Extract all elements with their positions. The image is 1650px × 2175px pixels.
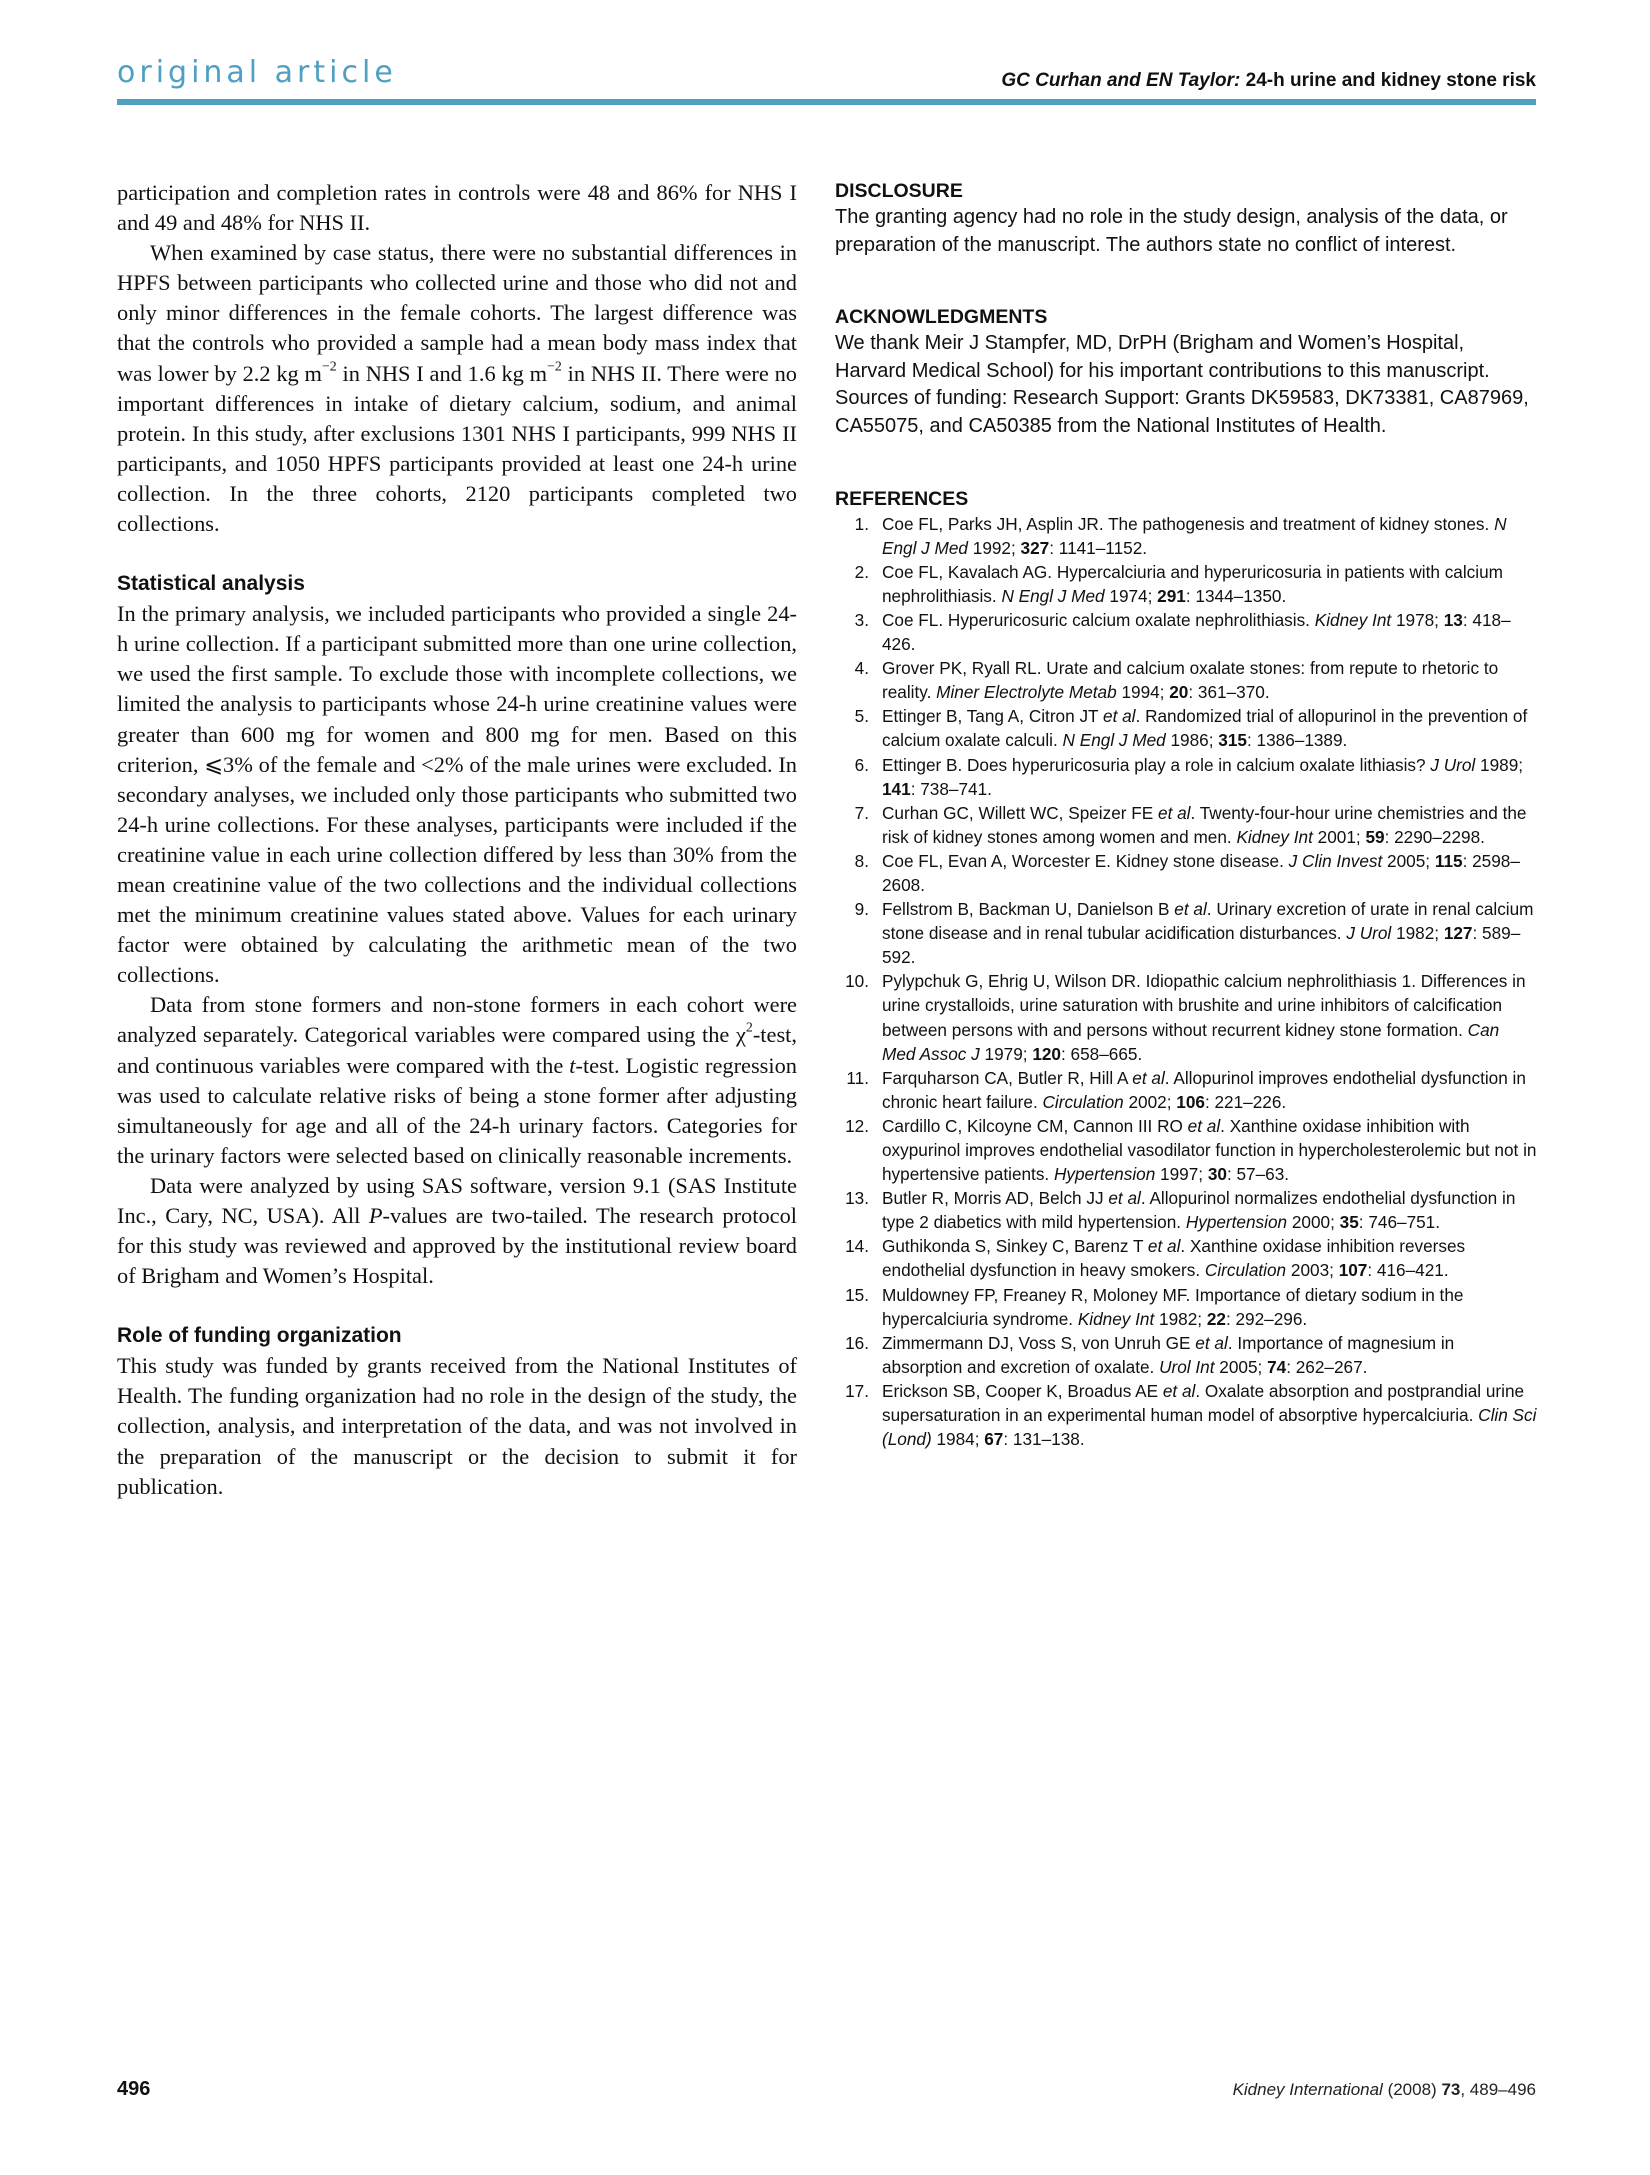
footer-journal-name: Kidney International — [1232, 2080, 1383, 2099]
reference-text: Cardillo C, Kilcoyne CM, Cannon III RO — [882, 1115, 1188, 1136]
text: in NHS II. There were no important differences in intake of dietary calcium, sodium, and animal protein. In this study, after exclusions 1301 NHS I participants, 999 NHS II participants, and 1050 HPFS participants provided at least one 24-h urine collection. In the three cohorts, 2120 participants completed two collections. — [117, 360, 797, 537]
heading-acknowledgments: ACKNOWLEDGMENTS — [835, 306, 1048, 329]
reference-number: 8. — [854, 850, 869, 871]
reference-etal: et al — [1195, 1332, 1228, 1353]
reference-journal: J Urol — [1346, 923, 1392, 944]
reference-number: 6. — [854, 754, 869, 775]
reference-volume: 120 — [1032, 1043, 1061, 1064]
reference-text: Farquharson CA, Butler R, Hill A — [882, 1067, 1133, 1088]
reference-text: Muldowney FP, Freaney R, Moloney MF. Importance of dietary sodium in the hypercalciuria syndrome. — [882, 1284, 1464, 1329]
reference-item — [835, 1379, 1537, 1451]
running-separator: : — [1234, 70, 1246, 91]
reference-text: Fellstrom B, Backman U, Danielson B — [882, 899, 1175, 920]
reference-volume: 291 — [1157, 585, 1186, 606]
reference-text: Erickson SB, Cooper K, Broadus AE — [882, 1380, 1163, 1401]
reference-number: 5. — [854, 706, 869, 727]
reference-journal: N Engl J Med — [1001, 585, 1105, 606]
reference-title: . Importance of magnesium in absorption and excretion of oxalate. — [882, 1332, 1455, 1377]
references-section — [835, 486, 1537, 1452]
reference-year: 1974; — [1104, 585, 1158, 606]
reference-text: Zimmermann DJ, Voss S, von Unruh GE — [882, 1332, 1196, 1353]
reference-number: 13. — [845, 1188, 869, 1209]
reference-pages: : 2598–2608. — [882, 850, 1520, 895]
superscript: −2 — [321, 359, 337, 375]
reference-journal: Hypertension — [1185, 1212, 1288, 1233]
reference-item — [835, 1234, 1537, 1282]
reference-item — [835, 1283, 1537, 1331]
reference-text: Butler R, Morris AD, Belch JJ — [882, 1188, 1109, 1209]
reference-etal: et al — [1147, 1236, 1181, 1257]
reference-text: Ettinger B, Tang A, Citron JT — [882, 706, 1104, 727]
heading-disclosure: DISCLOSURE — [835, 180, 963, 202]
reference-title: . Twenty-four-hour urine chemistries and the risk of kidney stones among women and men. — [882, 802, 1527, 847]
text: When examined by case status, there were no substantial differences in HPFS between participants who collected urine and those who did not and only minor differences in the female cohorts. The largest difference was that the controls who provided a sample had a mean body mass index that was lower by 2.2 kg m — [117, 240, 797, 386]
left-column — [117, 178, 797, 1502]
reference-item — [835, 897, 1537, 969]
reference-pages: : 262–267. — [1286, 1356, 1368, 1377]
reference-journal: N Engl J Med — [882, 513, 1507, 558]
reference-journal: Miner Electrolyte Metab — [936, 682, 1117, 703]
text: -values are two-tailed. The research protocol for this study was reviewed and approved by the institutional review board of Brigham and Women’s Hospital. — [117, 1203, 797, 1289]
paragraph-data-analysis — [117, 990, 797, 1171]
reference-pages: : 1141–1152. — [1049, 537, 1148, 558]
reference-number: 3. — [854, 609, 869, 630]
reference-etal: et al — [1162, 1380, 1196, 1401]
heading-statistical-analysis: Statistical analysis — [117, 572, 305, 596]
reference-year: 1982; — [1391, 923, 1444, 944]
reference-item — [835, 1066, 1537, 1114]
reference-pages: : 221–226. — [1204, 1091, 1287, 1112]
reference-text: Coe FL, Kavalach AG. Hypercalciuria and hyperuricosuria in patients with calcium nephrolithiasis. — [882, 561, 1503, 606]
reference-number: 2. — [854, 561, 869, 582]
running-title: 24-h urine and kidney stone risk — [1245, 70, 1536, 91]
reference-year: 1979; — [979, 1043, 1033, 1064]
text: -test, and continuous variables were compared with the — [117, 1022, 797, 1078]
reference-title: . Randomized trial of allopurinol in the prevention of calcium oxalate calculi. — [882, 706, 1528, 751]
running-head — [1001, 71, 1536, 90]
reference-etal: et al — [1174, 899, 1207, 920]
reference-item — [835, 1114, 1537, 1186]
heading-role-of-funding: Role of funding organization — [117, 1324, 402, 1348]
reference-volume: 115 — [1434, 850, 1463, 871]
reference-year: 2002; — [1123, 1091, 1177, 1112]
reference-text: Guthikonda S, Sinkey C, Barenz T — [882, 1236, 1148, 1257]
footer-citation — [1233, 2080, 1536, 2100]
reference-etal: et al — [1158, 802, 1191, 823]
reference-pages: : 746–751. — [1358, 1212, 1441, 1233]
reference-text: Coe FL, Evan A, Worcester E. Kidney stone disease. — [882, 850, 1289, 871]
reference-title: . Xanthine oxidase inhibition reverses endothelial dysfunction in heavy smokers. — [882, 1236, 1466, 1281]
reference-text: Coe FL. Hyperuricosuric calcium oxalate nephrolithiasis. — [882, 609, 1315, 630]
reference-year: 1986; — [1165, 730, 1219, 751]
reference-text: Grover PK, Ryall RL. Urate and calcium oxalate stones: from repute to rhetoric to reality. — [882, 658, 1499, 703]
reference-volume: 327 — [1020, 537, 1050, 558]
reference-year: 1994; — [1116, 682, 1170, 703]
reference-journal: Clin Sci (Lond) — [882, 1405, 1537, 1450]
paragraph-funding: This study was funded by grants received from the National Institutes of Health. The funding organization had no role in the design of the study, the collection, analysis, and interpretation of the data, and was not involved in the preparation of the manuscript or the decision to submit it for publication. — [117, 1353, 797, 1499]
paragraph-sas — [117, 1171, 797, 1291]
reference-journal: J Clin Invest — [1288, 850, 1383, 871]
right-column — [835, 178, 1537, 1451]
reference-volume: 127 — [1443, 923, 1473, 944]
reference-volume: 35 — [1339, 1212, 1359, 1233]
reference-number: 12. — [845, 1115, 869, 1136]
reference-number: 7. — [854, 802, 869, 823]
reference-year: 2005; — [1382, 850, 1435, 871]
reference-year: 1982; — [1154, 1308, 1207, 1329]
italic-p: P — [368, 1203, 383, 1228]
reference-title: . Xanthine oxidase inhibition with oxypurinol improves endothelial vasodilator function in hypercholesterolemic but not in hypertensive patients. — [882, 1115, 1537, 1185]
reference-list — [835, 512, 1537, 1452]
footer-year: (2008) — [1382, 2080, 1442, 2099]
reference-pages: : 589–592. — [882, 923, 1521, 968]
reference-volume: 74 — [1267, 1356, 1287, 1377]
reference-year: 2000; — [1287, 1212, 1340, 1233]
reference-volume: 141 — [882, 778, 911, 799]
reference-year: 1984; — [931, 1429, 985, 1450]
reference-journal: Circulation — [1204, 1260, 1287, 1281]
reference-text: Curhan GC, Willett WC, Speizer FE — [882, 802, 1159, 823]
reference-volume: 315 — [1218, 730, 1247, 751]
italic-t: t — [569, 1052, 576, 1078]
reference-title: . Oxalate absorption and postprandial urine supersaturation in an experimental human model of absorptive hypercalciuria. — [882, 1380, 1525, 1426]
reference-item — [835, 704, 1537, 752]
reference-volume: 59 — [1365, 826, 1385, 847]
reference-title: . Allopurinol normalizes endothelial dysfunction in type 2 diabetics with mild hypertension. — [882, 1188, 1516, 1233]
text: Data were analyzed by using SAS software, version 9.1 (SAS Institute Inc., Cary, NC, USA). All — [117, 1172, 797, 1228]
reference-number: 10. — [845, 971, 869, 992]
reference-journal: Kidney Int — [1077, 1308, 1155, 1329]
reference-volume: 107 — [1338, 1260, 1368, 1281]
superscript: −2 — [547, 359, 562, 375]
reference-pages: : 1386–1389. — [1246, 730, 1348, 751]
reference-volume: 106 — [1176, 1091, 1205, 1112]
running-authors: GC Curhan and EN Taylor — [1001, 70, 1235, 91]
reference-etal: et al — [1103, 706, 1136, 727]
reference-pages: : 361–370. — [1188, 682, 1270, 703]
reference-number: 1. — [854, 513, 869, 534]
reference-number: 17. — [845, 1380, 869, 1401]
reference-year: 1992; — [967, 537, 1021, 558]
paragraph-primary-analysis: In the primary analysis, we included participants who provided a single 24-h urine collection. If a participant submitted more than one urine collection, we used the first sample. To exclude those with incomplete collections, we limited the analysis to participants whose 24-h urine creatinine values were greater than 600 mg for women and 800 mg for men. Based on this criterion, ⩽3% of the female and <2% of the male urines were excluded. In secondary analyses, we included only those participants who submitted two 24-h urine collections. For these analyses, participants were included if the creatinine value in each urine collection differed by less than 30% from the mean creatinine value of the two collections and the individual collections met the minimum creatinine values stated above. Values for each urinary factor were obtained by calculating the arithmetic mean of the two collections. — [117, 601, 797, 988]
reference-number: 14. — [845, 1236, 869, 1257]
reference-pages: : 57–63. — [1226, 1164, 1290, 1185]
reference-volume: 22 — [1206, 1308, 1226, 1329]
reference-journal: N Engl J Med — [1062, 730, 1166, 751]
reference-number: 9. — [854, 899, 869, 920]
reference-year: 2005; — [1214, 1356, 1268, 1377]
reference-text: Ettinger B. Does hyperuricosuria play a role in calcium oxalate lithiasis? — [882, 754, 1431, 775]
reference-year: 1978; — [1391, 609, 1444, 630]
reference-year: 1997; — [1155, 1164, 1208, 1185]
page-number: 496 — [117, 2078, 151, 2100]
reference-text: Pylypchuk G, Ehrig U, Wilson DR. Idiopathic calcium nephrolithiasis 1. Differences in urine crystalloids, urine saturation with brushite and urine inhibitors of calcification between persons with and persons without recurrent kidney stone formation. — [882, 971, 1526, 1040]
reference-volume: 30 — [1207, 1164, 1227, 1185]
reference-journal: Kidney Int — [1236, 826, 1313, 847]
reference-item — [835, 849, 1537, 897]
reference-volume: 13 — [1443, 609, 1463, 630]
reference-title: . Urinary excretion of urate in renal calcium stone disease and in renal tubular acidification disturbances. — [882, 899, 1534, 944]
reference-pages: : 416–421. — [1367, 1260, 1449, 1281]
reference-pages: : 738–741. — [910, 778, 992, 799]
reference-journal: Urol Int — [1159, 1356, 1215, 1377]
reference-item — [835, 512, 1537, 560]
reference-etal: et al — [1187, 1115, 1221, 1136]
reference-item — [835, 560, 1537, 608]
reference-journal: J Urol — [1430, 754, 1476, 775]
reference-pages: : 418–426. — [882, 609, 1511, 655]
disclosure-text: The granting agency had no role in the study design, analysis of the data, or preparation of the manuscript. The authors state no conflict of interest. — [835, 206, 1508, 256]
reference-journal: Hypertension — [1053, 1164, 1156, 1185]
reference-pages: : 2290–2298. — [1384, 826, 1485, 847]
disclosure-section — [835, 178, 1537, 259]
reference-number: 16. — [845, 1332, 869, 1353]
reference-volume: 20 — [1169, 682, 1189, 703]
reference-etal: et al — [1108, 1188, 1141, 1209]
footer-pages: , 489–496 — [1460, 2080, 1536, 2099]
reference-item — [835, 656, 1537, 704]
reference-year: 2003; — [1286, 1260, 1339, 1281]
text: -test. Logistic regression was used to calculate relative risks of being a stone former after adjusting simultaneously for age and all of the 24-h urinary factors. Categories for the urinary factors were selected based on clinically reasonable increments. — [117, 1052, 798, 1168]
reference-journal: Kidney Int — [1314, 609, 1392, 630]
text: in NHS I and 1.6 kg m — [336, 360, 548, 386]
section-label: original article — [117, 55, 397, 90]
reference-pages: : 131–138. — [1003, 1429, 1085, 1450]
acknowledgments-text: We thank Meir J Stampfer, MD, DrPH (Brigham and Women’s Hospital, Harvard Medical School) for his important contributions to this manuscript. Sources of funding: Research Support: Grants DK59583, DK73381, CA87969, CA55075, and CA50385 from the National Institutes of Health. — [835, 332, 1529, 437]
reference-title: . Allopurinol improves endothelial dysfunction in chronic heart failure. — [882, 1067, 1526, 1112]
reference-pages: : 292–296. — [1225, 1308, 1308, 1329]
paragraph-case-status — [117, 238, 797, 539]
reference-pages: : 658–665. — [1061, 1043, 1143, 1064]
text: Data from stone formers and non-stone formers in each cohort were analyzed separately. Categorical variables were compared using the χ — [117, 992, 797, 1048]
heading-references: REFERENCES — [835, 487, 969, 510]
reference-item — [835, 969, 1537, 1065]
reference-text: Coe FL, Parks JH, Asplin JR. The pathogenesis and treatment of kidney stones. — [882, 513, 1495, 534]
reference-pages: : 1344–1350. — [1185, 585, 1287, 606]
footer-volume: 73 — [1441, 2080, 1461, 2099]
reference-item — [835, 1186, 1537, 1234]
reference-item — [835, 801, 1537, 849]
reference-item — [835, 1331, 1537, 1379]
reference-journal: Circulation — [1042, 1091, 1124, 1112]
reference-item — [835, 608, 1537, 656]
reference-volume: 67 — [984, 1429, 1004, 1450]
superscript: 2 — [745, 1021, 753, 1037]
reference-number: 15. — [845, 1284, 869, 1305]
acknowledgments-section — [835, 304, 1537, 440]
header-rule — [117, 99, 1536, 105]
reference-item — [835, 753, 1537, 801]
reference-number: 4. — [854, 658, 869, 679]
reference-year: 2001; — [1312, 826, 1366, 847]
reference-number: 11. — [846, 1067, 869, 1088]
reference-journal: Can Med Assoc J — [882, 1019, 1500, 1064]
reference-year: 1989; — [1475, 754, 1524, 775]
paragraph-participation: participation and completion rates in controls were 48 and 86% for NHS I and 49 and 48% for NHS II. — [117, 180, 797, 236]
reference-etal: et al — [1132, 1067, 1165, 1088]
